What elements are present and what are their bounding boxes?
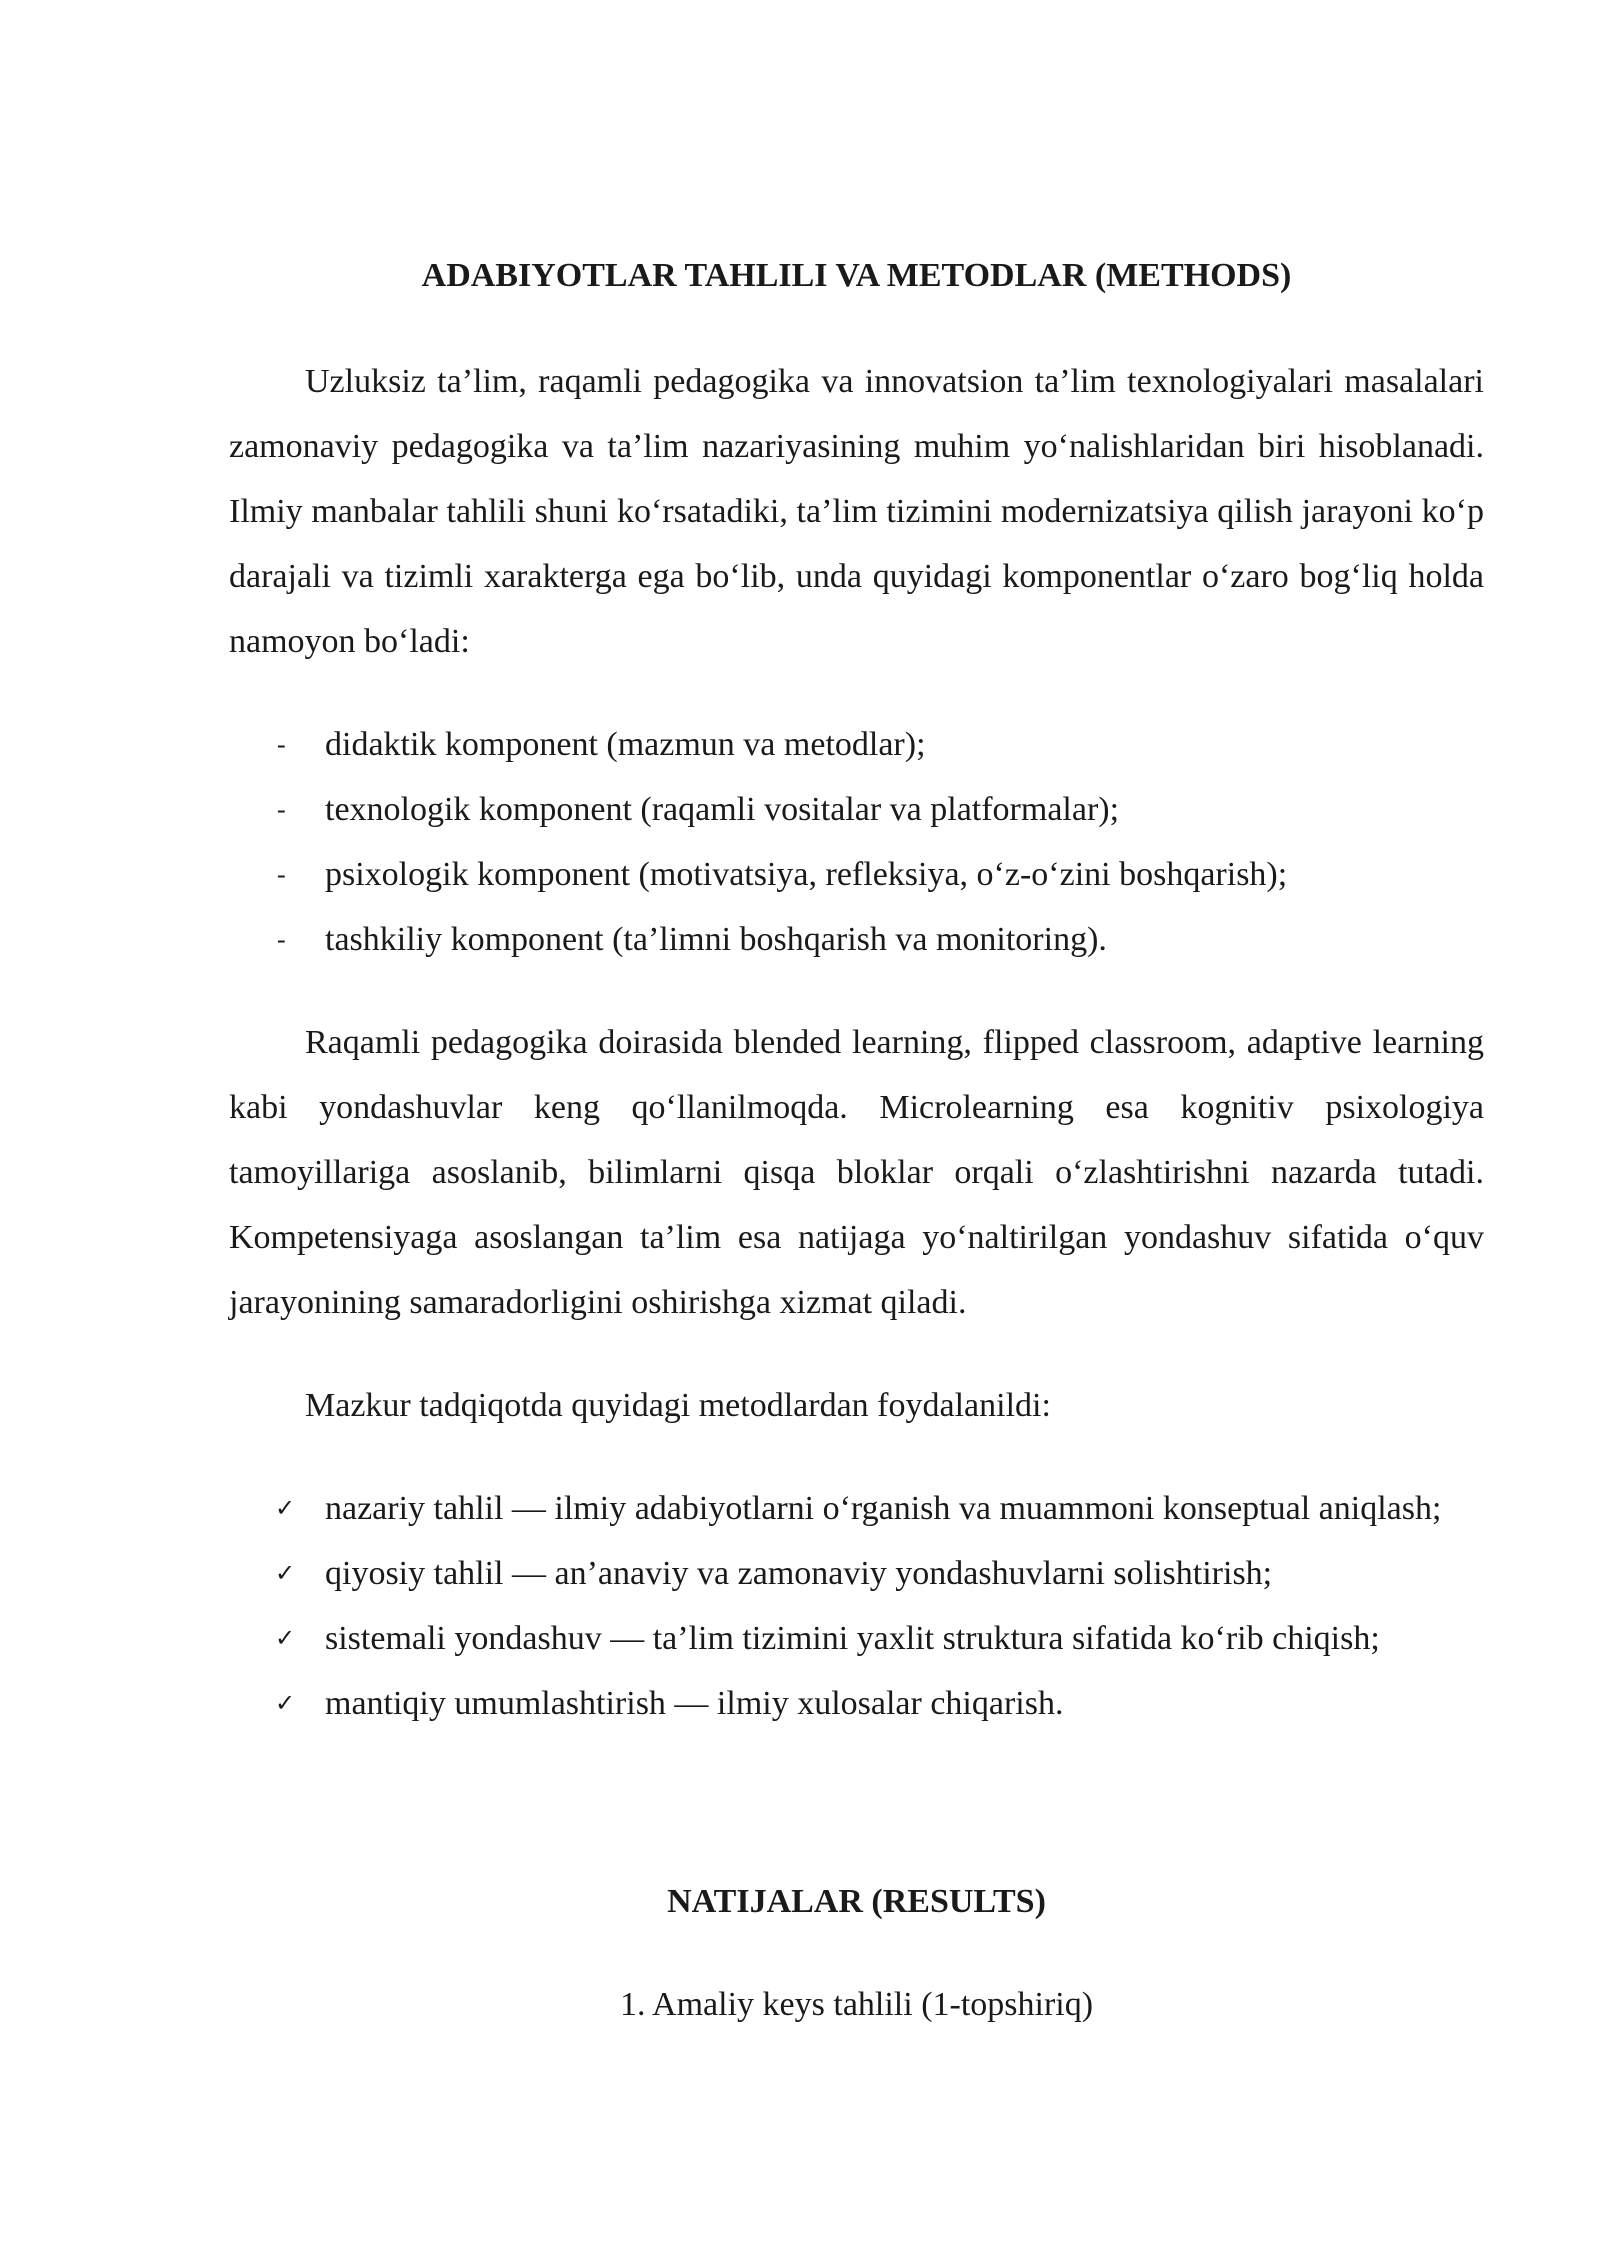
methods-lead-paragraph: Mazkur tadqiqotda quyidagi metodlardan foydalanildi: bbox=[305, 1387, 1051, 1424]
list-item-text: sistemali yondashuv — ta’lim tizimini yaxlit struktura sifatida ko‘rib chiqish; bbox=[325, 1620, 1380, 1657]
list-item bbox=[229, 1541, 1484, 1606]
results-heading: NATIJALAR (RESULTS) bbox=[667, 1883, 1046, 1920]
list-item bbox=[229, 907, 1484, 972]
list-item bbox=[229, 777, 1484, 842]
check-icon: ✓ bbox=[275, 1494, 296, 1522]
check-icon: ✓ bbox=[275, 1689, 296, 1717]
list-item-text: nazariy tahlil — ilmiy adabiyotlarni o‘rganish va muammoni konseptual aniqlash; bbox=[325, 1490, 1442, 1527]
results-subheading: 1. Amaliy keys tahlili (1-topshiriq) bbox=[619, 1986, 1094, 2023]
methods-heading: ADABIYOTLAR TAHLILI VA METODLAR (METHODS) bbox=[421, 257, 1292, 294]
list-item-text: psixologik komponent (motivatsiya, refleksiya, o‘z-o‘zini boshqarish); bbox=[325, 856, 1288, 893]
list-item bbox=[229, 842, 1484, 907]
list-item bbox=[229, 1476, 1484, 1541]
dash-bullet: - bbox=[277, 925, 286, 954]
check-icon: ✓ bbox=[275, 1624, 296, 1652]
list-item-text: texnologik komponent (raqamli vositalar va platformalar); bbox=[325, 791, 1120, 828]
page-content bbox=[229, 252, 1484, 2029]
components-list bbox=[229, 712, 1484, 972]
list-item-text: mantiqiy umumlashtirish — ilmiy xulosalar chiqarish. bbox=[325, 1685, 1064, 1722]
list-item-text: qiyosiy tahlil — an’anaviy va zamonaviy yondashuvlarni solishtirish; bbox=[325, 1555, 1273, 1592]
dash-bullet: - bbox=[277, 860, 286, 889]
digital-pedagogy-paragraph: Raqamli pedagogika doirasida blended learning, flipped classroom, adaptive learning kabi yondashuvlar keng qo‘llanilmoqda. Microlearning esa kognitiv psixologiya tamoyillariga asoslanib, bilimlarni qisqa bloklar orqali o‘zlashtirishni nazarda tutadi. Kompetensiyaga asoslangan ta’lim esa natijaga yo‘naltirilgan yondashuv sifatida o‘quv jarayonining samaradorligini oshirishga xizmat qiladi. bbox=[229, 1024, 1484, 1321]
methods-intro-paragraph: Uzluksiz ta’lim, raqamli pedagogika va innovatsion ta’lim texnologiyalari masalalari zamonaviy pedagogika va ta’lim nazariyasining muhim yo‘nalishlaridan biri hisoblanadi. Ilmiy manbalar tahlili shuni ko‘rsatadiki, ta’lim tizimini modernizatsiya qilish jarayoni ko‘p darajali va tizimli xarakterga ega bo‘lib, unda quyidagi komponentlar o‘zaro bog‘liq holda namoyon bo‘ladi: bbox=[229, 363, 1484, 660]
list-item-text: didaktik komponent (mazmun va metodlar); bbox=[325, 726, 926, 763]
dash-bullet: - bbox=[277, 795, 286, 824]
methods-list bbox=[229, 1476, 1484, 1736]
list-item bbox=[229, 712, 1484, 777]
check-icon: ✓ bbox=[275, 1559, 296, 1587]
dash-bullet: - bbox=[277, 730, 286, 759]
list-item bbox=[229, 1671, 1484, 1736]
list-item bbox=[229, 1606, 1484, 1671]
list-item-text: tashkiliy komponent (ta’limni boshqarish va monitoring). bbox=[325, 921, 1107, 958]
